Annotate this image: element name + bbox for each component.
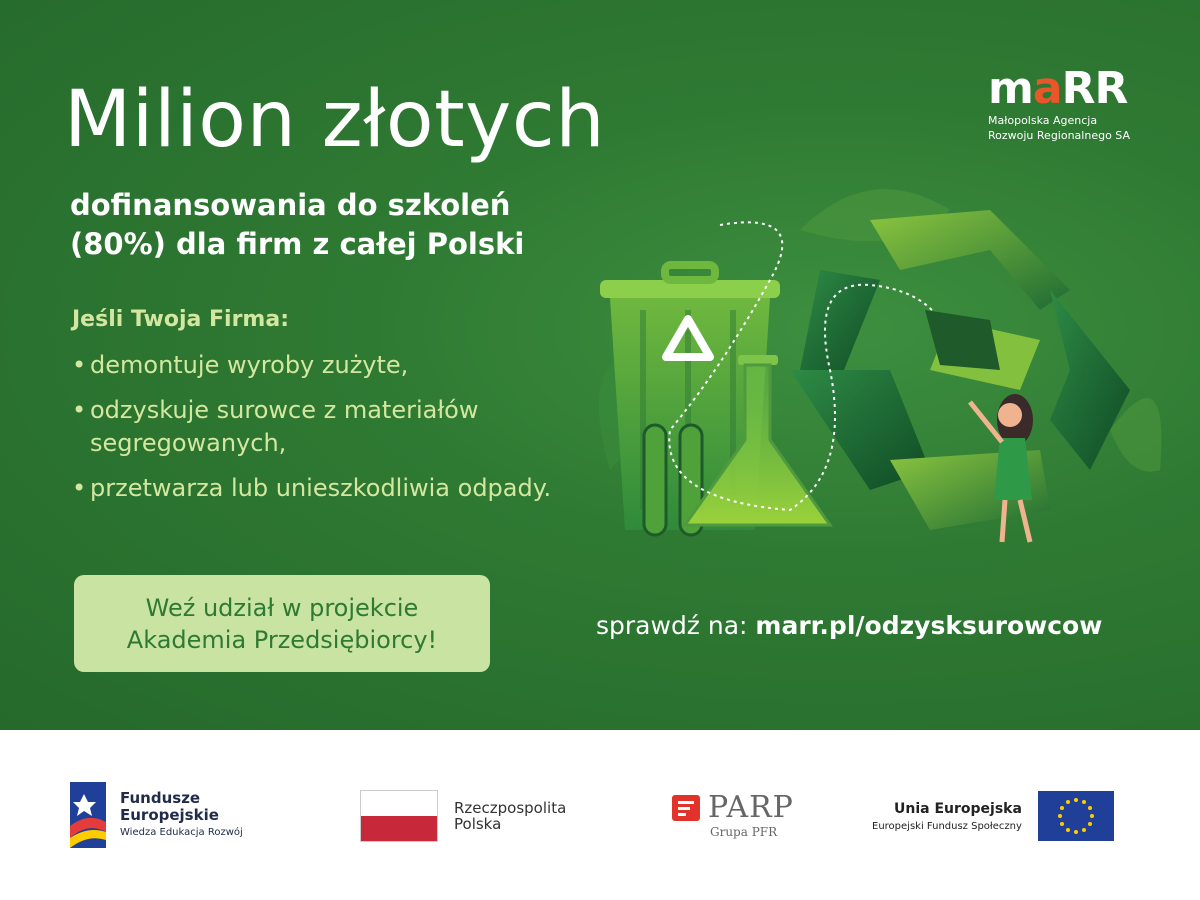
parp-wordmark: PARP	[708, 790, 794, 825]
parp-subtitle: Grupa PFR	[710, 825, 778, 839]
test-tube-icon	[644, 425, 666, 535]
criteria-item: • przetwarza lub unieszkodliwia odpady.	[72, 472, 572, 505]
rp-line-2: Polska	[454, 815, 502, 833]
funds-logo-icon	[70, 782, 106, 848]
marr-tagline-1: Małopolska Agencja	[988, 114, 1098, 127]
funds-line-2: Europejskie	[120, 806, 219, 824]
cta-line: Akademia Przedsiębiorcy!	[126, 625, 438, 654]
unia-europejska-logo	[872, 791, 1114, 841]
marr-m: m	[988, 63, 1033, 114]
polish-flag-icon	[360, 790, 438, 842]
criteria-list	[72, 349, 572, 517]
criteria-item: • odzyskuje surowce z materiałów segregowanych,	[72, 394, 572, 460]
cta-line: Weź udział w projekcie	[145, 593, 419, 622]
marr-logo	[988, 63, 1138, 142]
parp-logo	[672, 790, 794, 839]
cta-button[interactable]	[74, 575, 490, 672]
rzeczpospolita-logo	[360, 790, 566, 842]
parp-logo-icon	[672, 795, 700, 821]
marr-a: a	[1032, 63, 1062, 114]
marr-rr: RR	[1061, 63, 1128, 114]
ue-line-2: Europejski Fundusz Społeczny	[872, 820, 1022, 832]
partner-logos-bar	[0, 730, 1200, 900]
marr-wordmark	[988, 63, 1138, 114]
website-link[interactable]: marr.pl/odzysksurowcow	[755, 611, 1103, 640]
criteria-intro: Jeśli Twoja Firma:	[72, 307, 290, 332]
headline: Milion złotych	[64, 75, 606, 165]
criteria-item: • demontuje wyroby zużyte,	[72, 349, 572, 382]
eu-flag-icon	[1038, 791, 1114, 841]
marr-tagline-2: Rozwoju Regionalnego SA	[988, 129, 1131, 142]
recycle-arrow-left	[800, 270, 880, 380]
ue-line-1: Unia Europejska	[894, 800, 1022, 817]
funds-line-3: Wiedza Edukacja Rozwój	[120, 827, 243, 838]
subheadline: dofinansowania do szkoleń (80%) dla firm z całej Polski	[70, 188, 525, 261]
rp-line-1: Rzeczpospolita	[454, 799, 567, 817]
website-prefix: sprawdź na:	[596, 611, 748, 640]
recycling-illustration	[570, 170, 1170, 590]
website-callout	[596, 611, 1102, 640]
fundusze-europejskie-logo	[70, 782, 243, 848]
funds-line-1: Fundusze	[120, 789, 201, 807]
recycle-arrow-top	[870, 210, 1070, 310]
